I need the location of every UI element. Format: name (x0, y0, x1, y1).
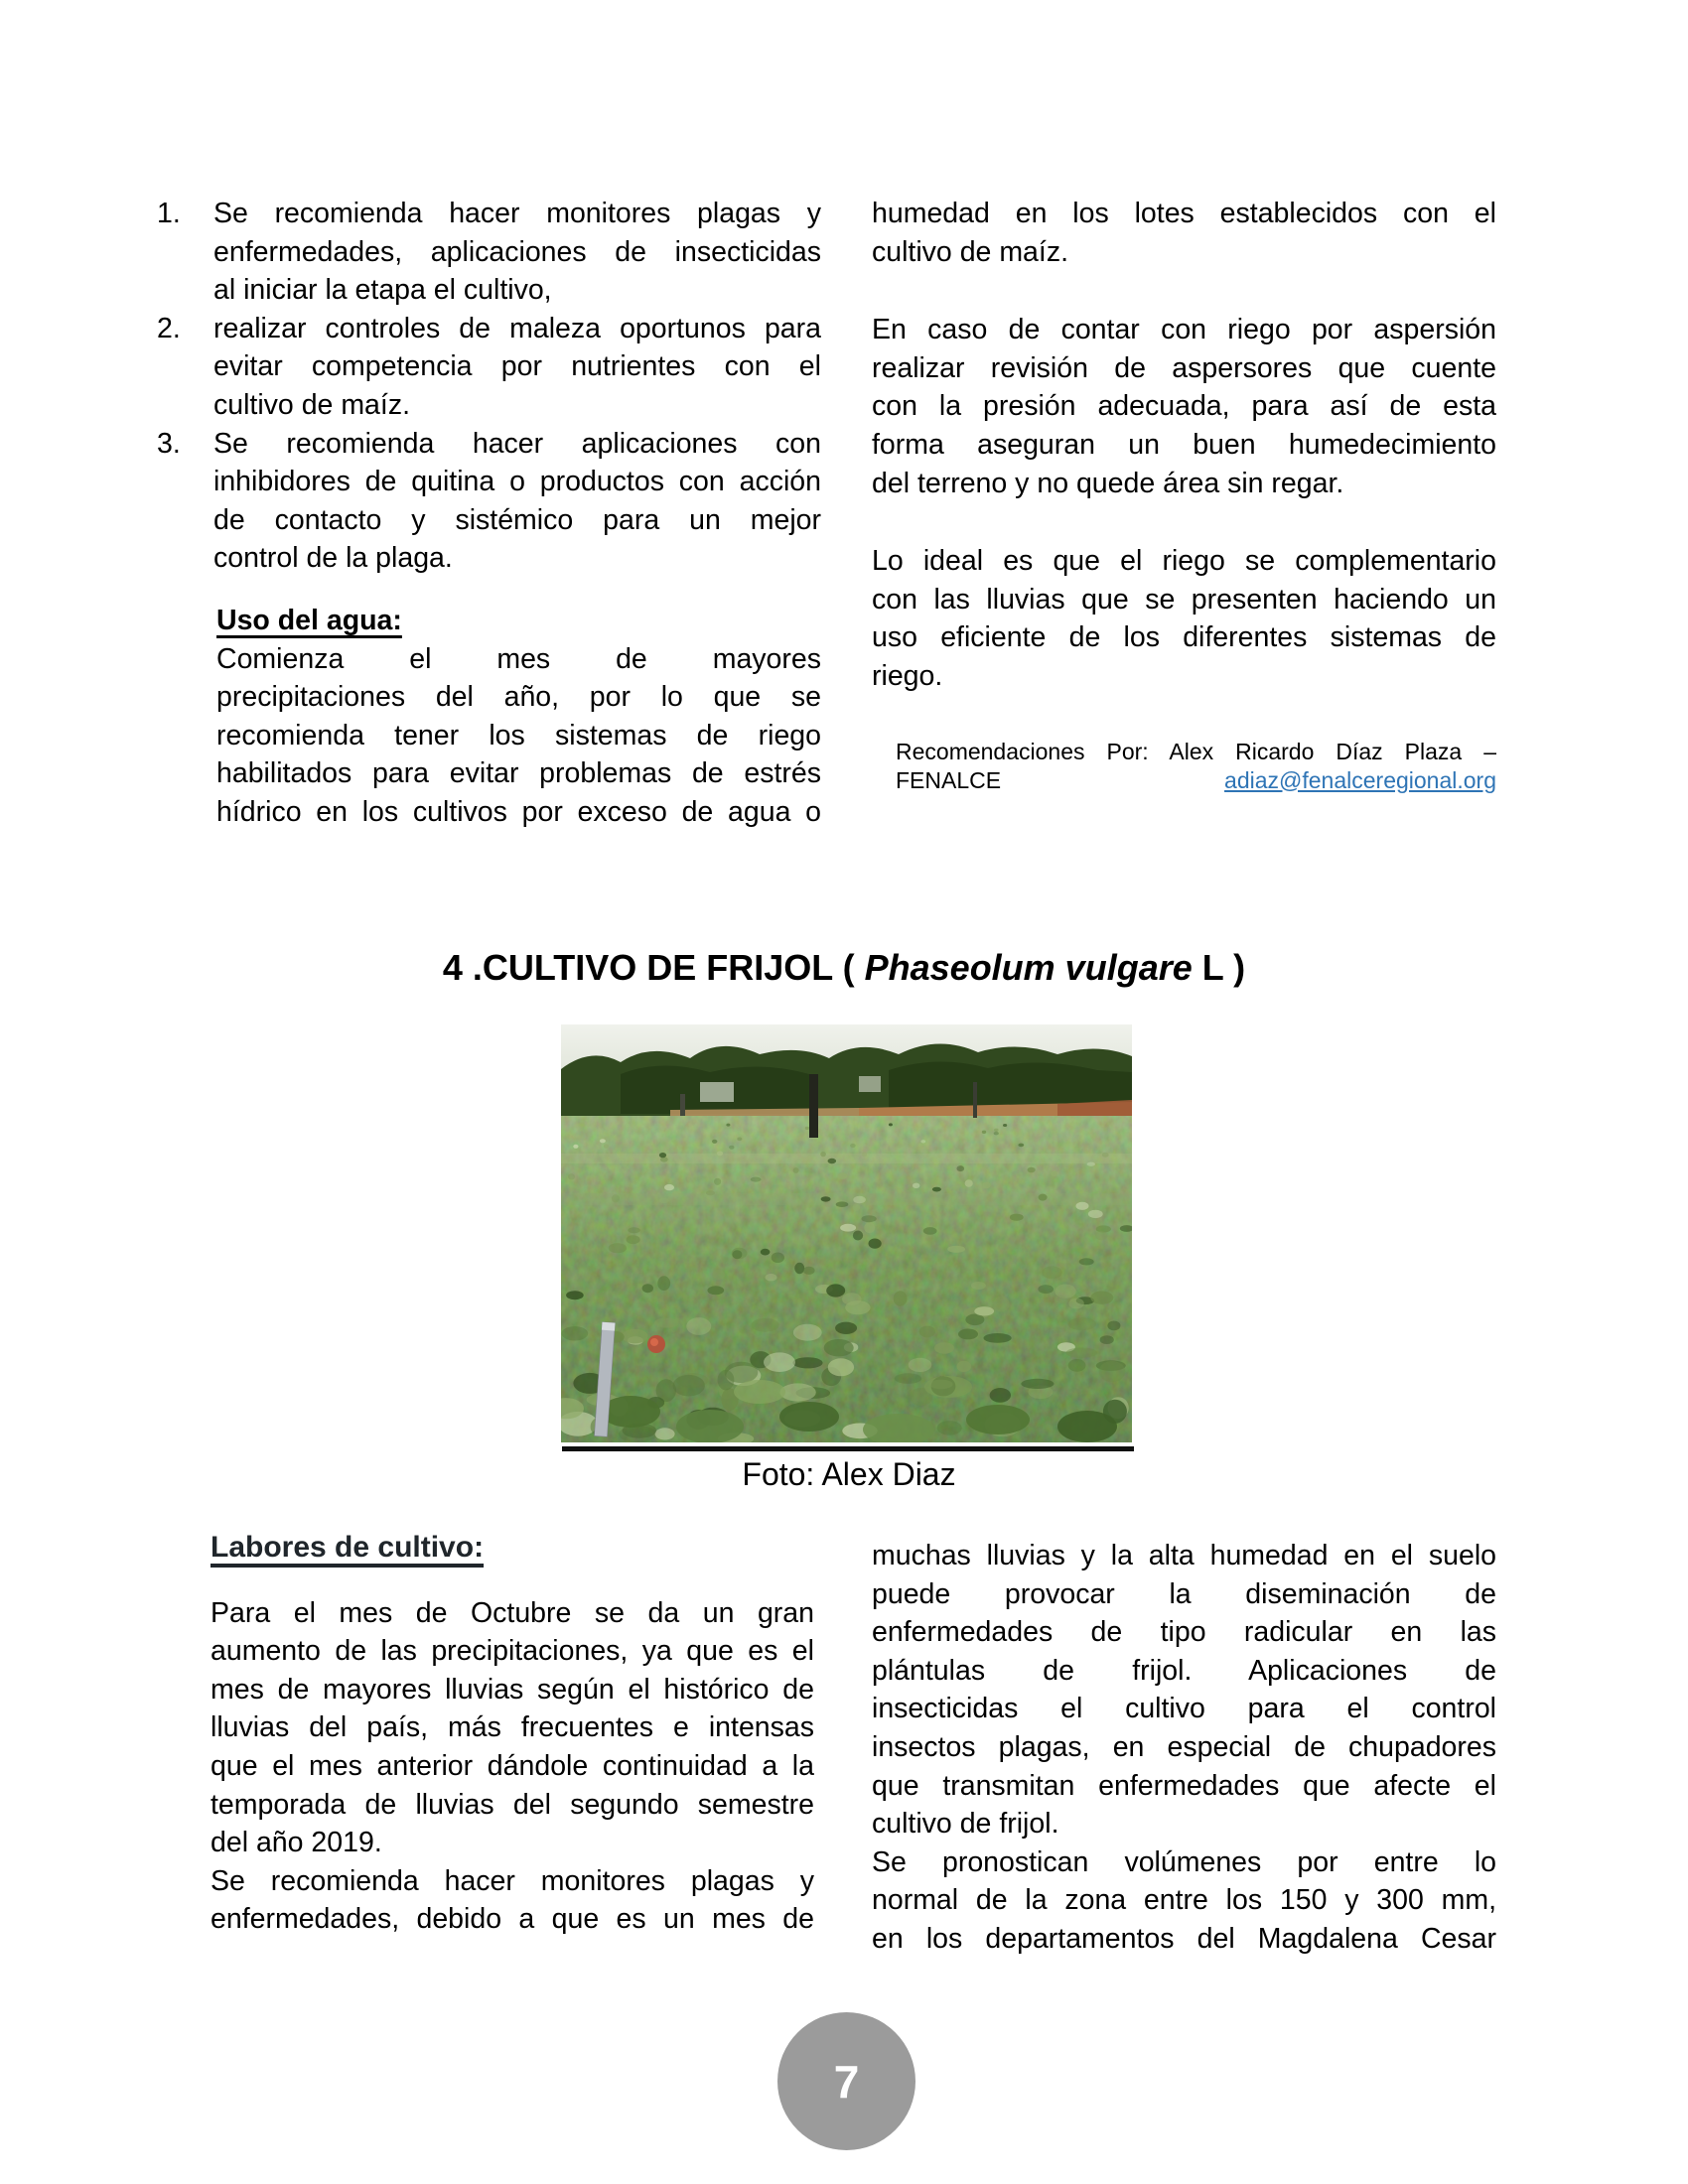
text-line: Comienza el mes de mayores (216, 642, 821, 675)
paragraph (872, 1843, 1496, 1959)
text-line: Se pronostican volúmenes por entre lo (872, 1845, 1496, 1878)
text-line: recomienda tener los sistemas de riego (216, 719, 821, 751)
text-line: hídrico en los cultivos por exceso de agua o (216, 795, 821, 828)
list-number: 3. (157, 427, 181, 460)
section-title-species: Phaseolum vulgare (864, 947, 1193, 988)
bean-field-illustration (561, 1024, 1132, 1442)
text-line: al iniciar la etapa el cultivo, (213, 274, 552, 307)
text-line: enfermedades de tipo radicular en las (872, 1616, 1496, 1649)
section-title-prefix: 4 .CULTIVO DE FRIJOL ( (442, 947, 865, 988)
paragraph (211, 1862, 814, 1939)
text-line: con las lluvias que se presenten haciendo un (872, 583, 1496, 615)
text-line: plántulas de frijol. Aplicaciones de (872, 1654, 1496, 1687)
text-line: temporada de lluvias del segundo semestre (211, 1788, 814, 1821)
list-number: 2. (157, 312, 181, 344)
text-line: aumento de las precipitaciones, ya que es el (211, 1635, 814, 1668)
text-line: de contacto y sistémico para un mejor (213, 503, 821, 536)
top-left-column (149, 195, 821, 832)
list-item (149, 425, 821, 578)
credit-org: FENALCE (896, 766, 1002, 793)
text-line: cultivo de maíz. (872, 235, 1068, 268)
text-line: riego. (872, 659, 943, 692)
section-title (0, 946, 1688, 990)
text-line: insectos plagas, en especial de chupadores (872, 1730, 1496, 1763)
water-use-section (216, 602, 821, 832)
paragraph (872, 195, 1496, 271)
page-number-badge (777, 2012, 915, 2150)
text-line: realizar revisión de aspersores que cuente (872, 351, 1496, 384)
paragraph (872, 1537, 1496, 1843)
text-line: cultivo de frijol. (872, 1808, 1059, 1841)
water-use-heading: Uso del agua: (216, 604, 402, 636)
photo-underline-rule (562, 1446, 1134, 1451)
paragraph (211, 1594, 814, 1862)
text-line: enfermedades, aplicaciones de insecticidas (213, 235, 821, 268)
bottom-right-column (872, 1537, 1496, 1959)
text-line: con la presión adecuada, para así de esta (872, 390, 1496, 423)
list-item-text (213, 425, 821, 578)
text-line: uso eficiente de los diferentes sistemas de (872, 621, 1496, 654)
text-line: en los departamentos del Magdalena Cesar (872, 1922, 1496, 1955)
top-right-column (872, 195, 1496, 795)
text-line: del terreno y no quede área sin regar. (872, 467, 1344, 499)
text-line: realizar controles de maleza oportunos para (213, 312, 821, 344)
text-line: que el mes anterior dándole continuidad a la (211, 1749, 814, 1782)
text-line: Se recomienda hacer aplicaciones con (213, 427, 821, 460)
text-line: muchas lluvias y la alta humedad en el suelo (872, 1540, 1496, 1571)
text-line: normal de la zona entre los 150 y 300 mm, (872, 1884, 1496, 1917)
text-line: forma aseguran un buen humedecimiento (872, 428, 1496, 461)
paragraph (872, 542, 1496, 695)
text-line: Se recomienda hacer monitores plagas y (211, 1864, 814, 1897)
list-item (149, 310, 821, 425)
text-line: que transmitan enfermedades que afecte el (872, 1769, 1496, 1802)
fence-post (809, 1074, 818, 1138)
text-line: En caso de contar con riego por aspersión (872, 314, 1496, 346)
labores-heading: Labores de cultivo: (211, 1531, 485, 1564)
email-link[interactable]: adiaz@fenalceregional.org (1224, 766, 1496, 793)
text-line: mes de mayores lluvias según el histórico de (211, 1673, 814, 1706)
text-line: cultivo de maíz. (213, 388, 410, 421)
text-line: precipitaciones del año, por lo que se (216, 681, 821, 714)
bean-field-photo (561, 1024, 1132, 1442)
bottom-left-column (211, 1529, 814, 1939)
section-title-suffix: L ) (1192, 947, 1246, 988)
paragraph (872, 311, 1496, 502)
text-line: control de la plaga. (213, 542, 453, 575)
text-line: evitar competencia por nutrientes con el (213, 350, 821, 383)
list-number: 1. (157, 198, 181, 229)
text-line: puede provocar la diseminación de (872, 1577, 1496, 1610)
text-line: lluvias del país, más frecuentes e intensas (211, 1711, 814, 1744)
list-item (149, 195, 821, 310)
photo-caption: Foto: Alex Diaz (742, 1456, 956, 1492)
text-line: Para el mes de Octubre se da un gran (211, 1596, 814, 1629)
credit-author-line: Recomendaciones Por: Alex Ricardo Díaz Plaza – (896, 738, 1496, 764)
text-line: humedad en los lotes establecidos con el (872, 198, 1496, 229)
text-line: insecticidas el cultivo para el control (872, 1693, 1496, 1725)
page-number: 7 (833, 2055, 860, 2108)
text-line: enfermedades, debido a que es un mes de (211, 1903, 814, 1936)
text-line: Se recomienda hacer monitores plagas y (213, 198, 821, 229)
credit-block (872, 738, 1496, 795)
text-line: inhibidores de quitina o productos con acción (213, 466, 821, 498)
list-item-text (213, 195, 821, 310)
water-use-paragraph (216, 640, 821, 832)
text-line: del año 2019. (211, 1827, 382, 1859)
text-line: habilitados para evitar problemas de estrés (216, 757, 821, 790)
text-line: Lo ideal es que el riego se complementario (872, 545, 1496, 578)
list-item-text (213, 310, 821, 425)
